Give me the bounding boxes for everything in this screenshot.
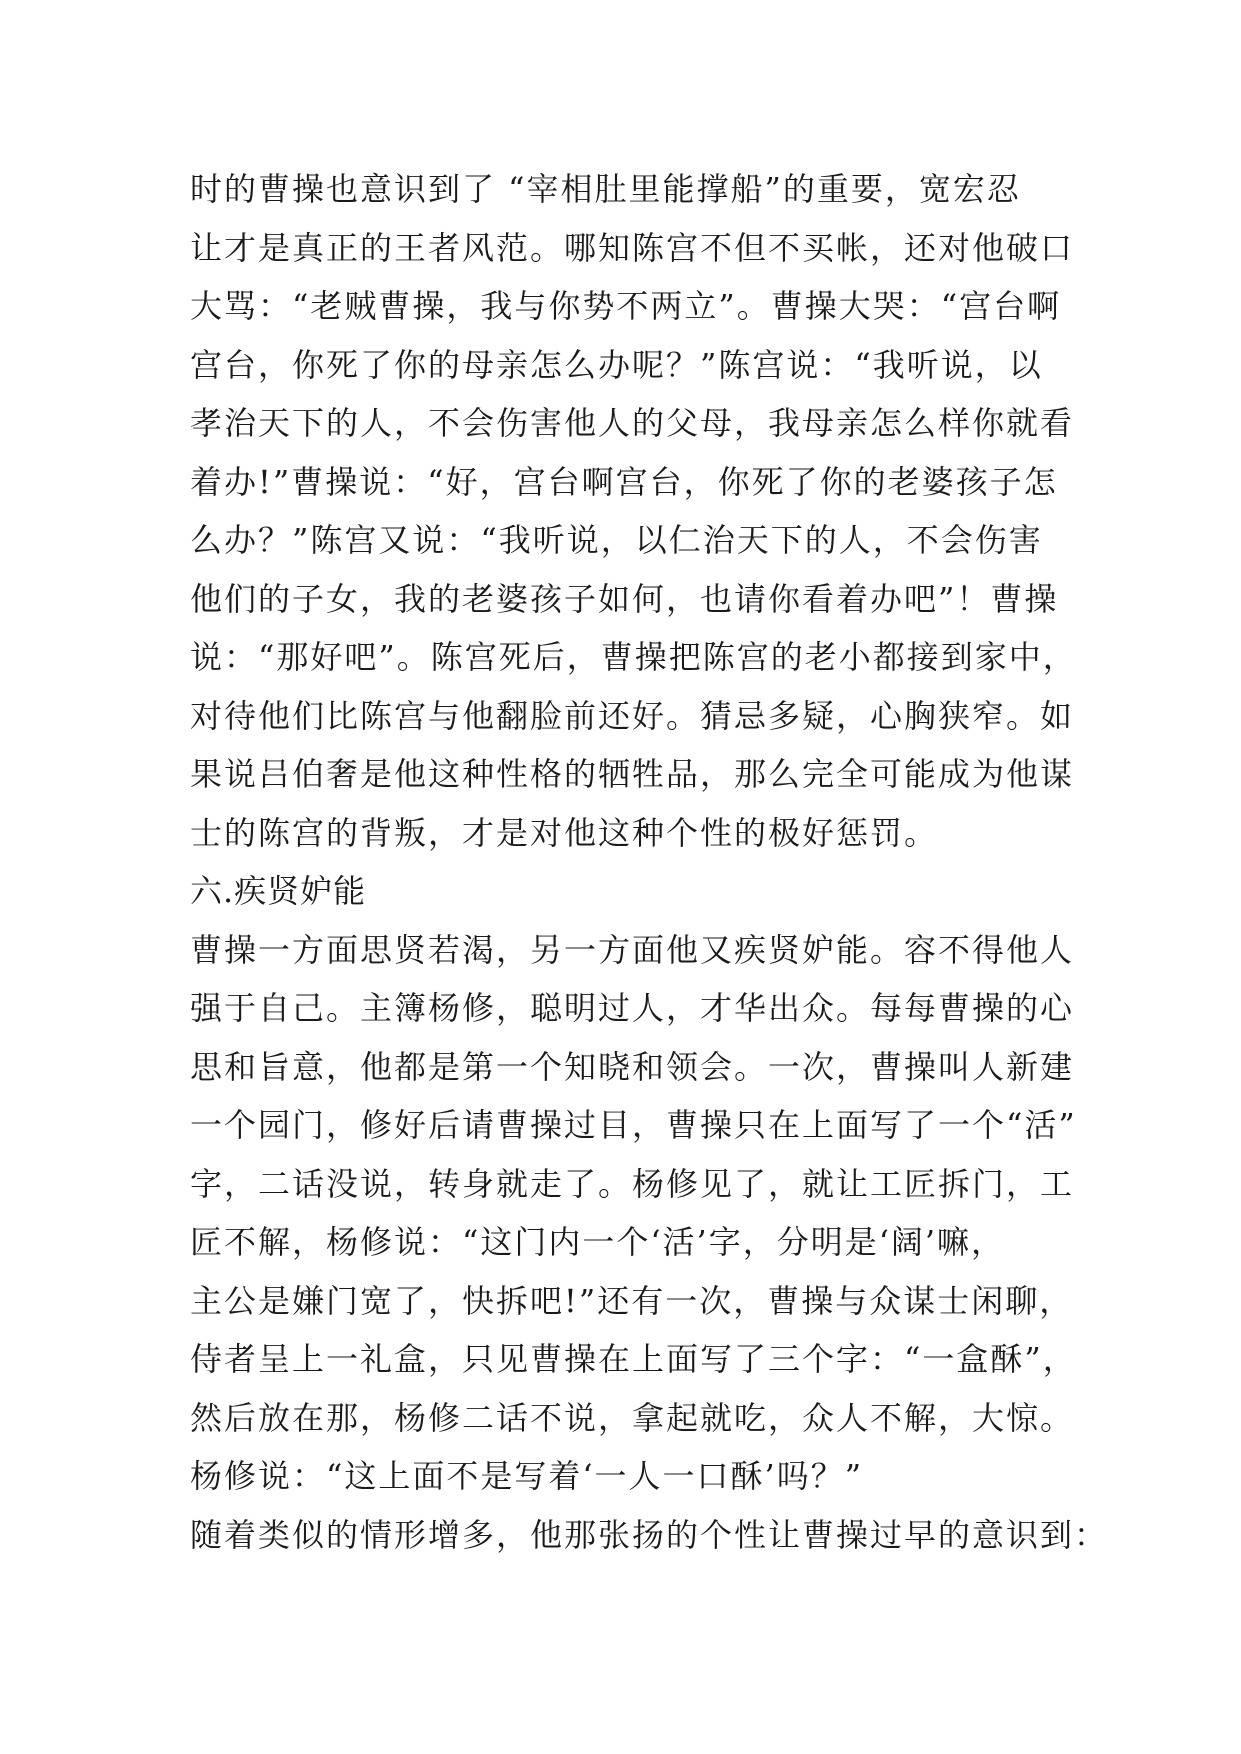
text-line: 强于自己。主簿杨修，聪明过人，才华出众。每每曹操的心 — [190, 989, 1075, 1027]
text-line: 宫台，你死了你的母亲怎么办呢？”陈宫说：“我听说，以 — [190, 345, 1043, 384]
text-line: 主公是嫌门宽了，快拆吧!”还有一次，曹操与众谋士闲聊， — [190, 1281, 1074, 1320]
text-line: 匠不解，杨修说：“这门内一个‘活’字，分明是‘阔’嘛， — [190, 1223, 1006, 1261]
text-line: 杨修说：“这上面不是写着‘一人一口酥’吗？” — [190, 1457, 864, 1495]
text-line: 让才是真正的王者风范。哪知陈宫不但不买帐，还对他破口 — [190, 228, 1075, 267]
text-line: 字，二话没说，转身就走了。杨修见了，就让工匠拆门，工 — [190, 1164, 1075, 1203]
text-line: 思和旨意，他都是第一个知晓和领会。一次，曹操叫人新建 — [190, 1047, 1075, 1086]
text-line: 士的陈宫的背叛，才是对他这种个性的极好惩罚。 — [190, 813, 939, 852]
text-line: 一个园门，修好后请曹操过目，曹操只在上面写了一个“活” — [190, 1106, 1077, 1144]
text-line: 曹操一方面思贤若渴，另一方面他又疾贤妒能。容不得他人 — [190, 930, 1075, 969]
text-line: 时的曹操也意识到了 “宰相肚里能撑船”的重要，宽宏忍 — [190, 170, 1021, 208]
text-line: 大骂：“老贼曹操，我与你势不两立”。曹操大哭：“宫台啊 — [190, 287, 1062, 325]
body-text — [190, 160, 1109, 1564]
text-line: 说：“那好吧”。陈宫死后，曹操把陈宫的老小都接到家中， — [190, 638, 1077, 676]
text-line: 他们的子女，我的老婆孩子如何，也请你看着办吧”！曹操 — [190, 579, 1059, 618]
text-line: 孝治天下的人，不会伤害他人的父母，我母亲怎么样你就看 — [190, 404, 1075, 442]
text-line: 随着类似的情形增多，他那张扬的个性让曹操过早的意识到： — [190, 1515, 1109, 1554]
text-line: 侍者呈上一礼盒，只见曹操在上面写了三个字：“一盒酥”， — [190, 1340, 1077, 1378]
text-line: 然后放在那，杨修二话不说，拿起就吃，众人不解，大惊。 — [190, 1398, 1075, 1437]
text-line: 果说吕伯奢是他这种性格的牺牲品，那么完全可能成为他谋 — [190, 755, 1075, 793]
text-line: 着办!”曹操说：“好，宫台啊宫台，你死了你的老婆孩子怎 — [190, 462, 1058, 501]
text-line: 么办？”陈宫又说：“我听说，以仁治天下的人，不会伤害 — [190, 521, 1043, 559]
section-heading: 六.疾贤妒能 — [190, 872, 367, 910]
text-line: 对待他们比陈宫与他翻脸前还好。猜忌多疑，心胸狭窄。如 — [190, 696, 1075, 735]
